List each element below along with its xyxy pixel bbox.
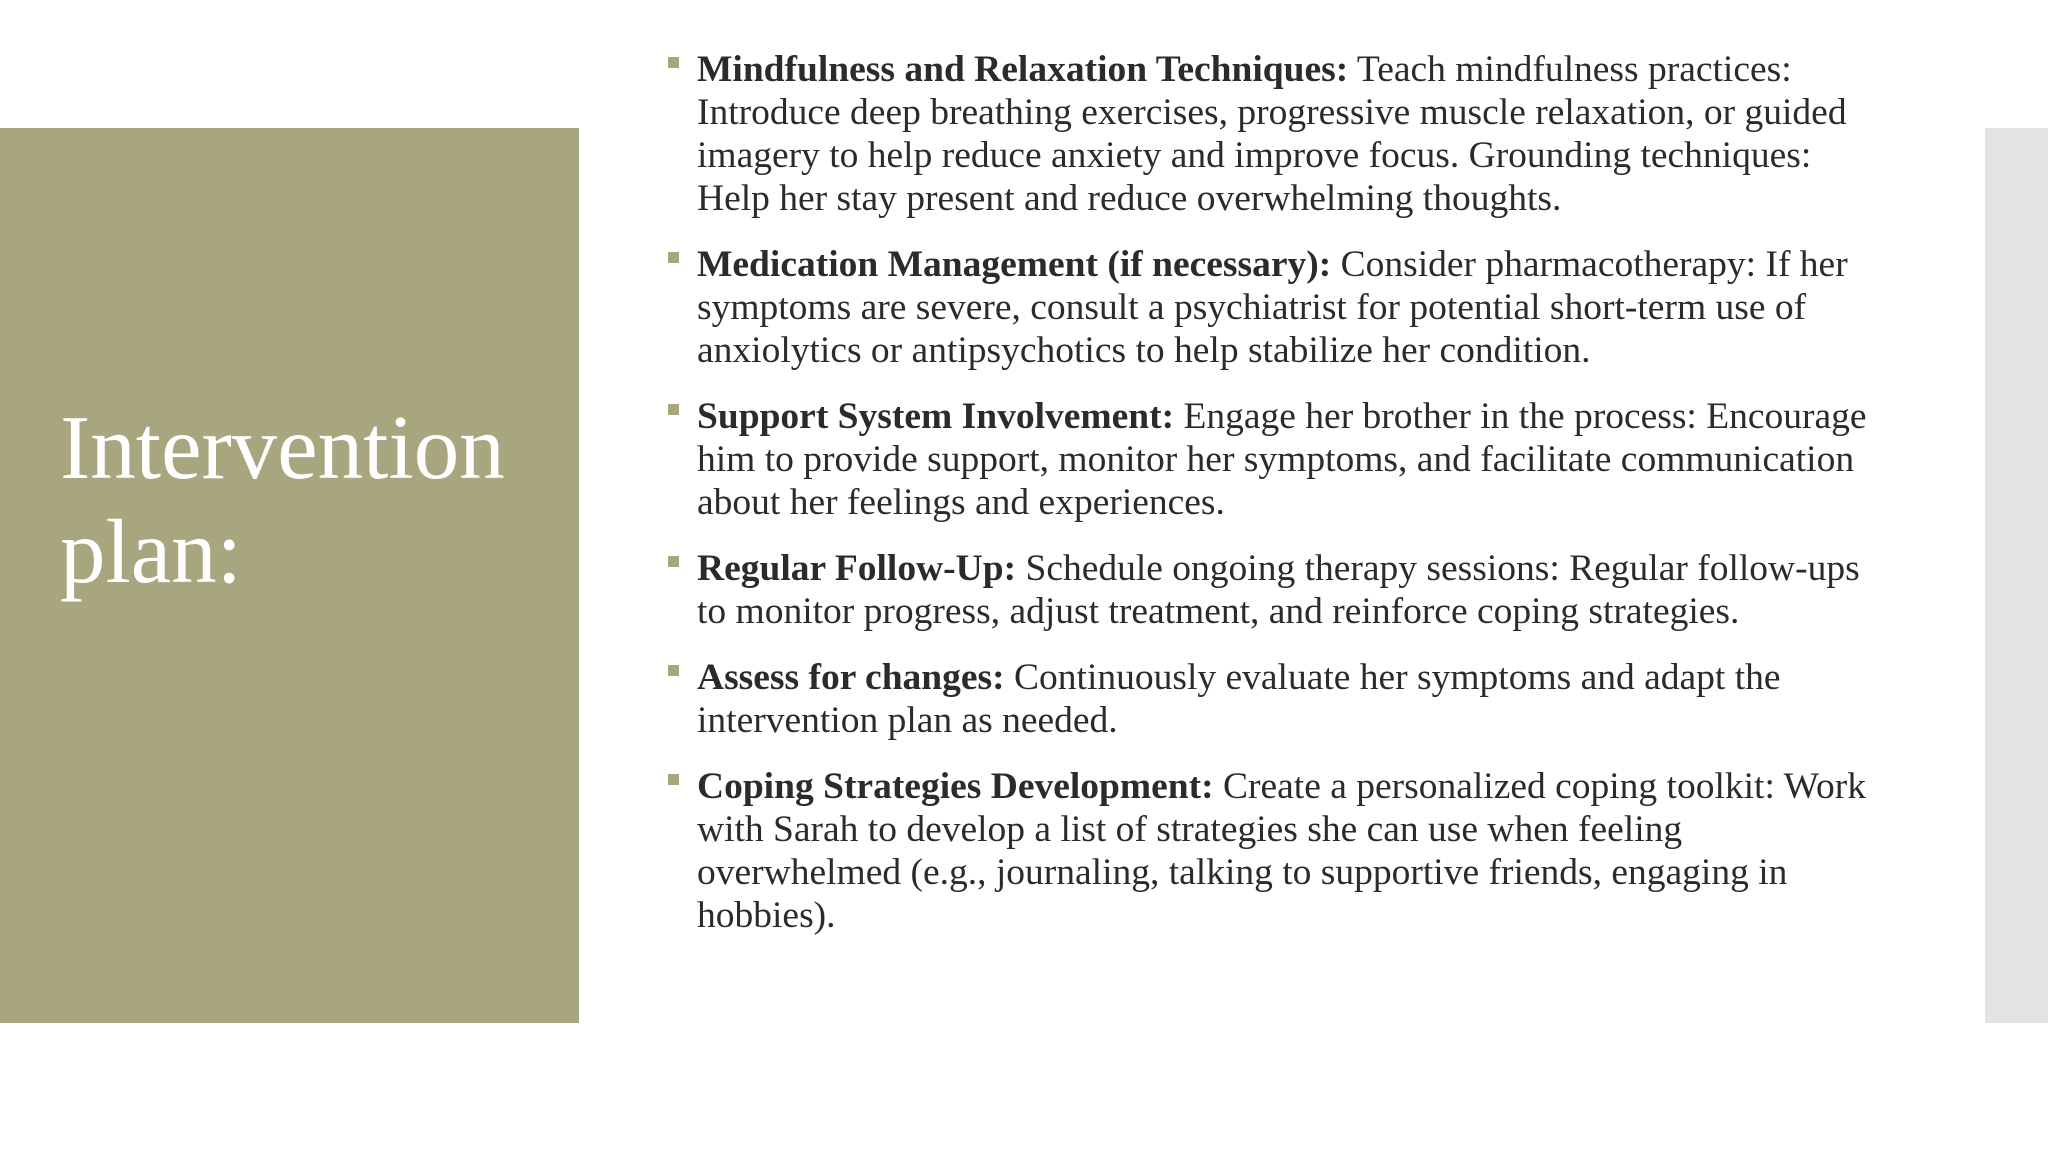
square-bullet-icon (668, 57, 679, 68)
bullet-text: Create a personalized coping toolkit: Work with Sarah to develop a list of strategies she can use when feeling overwhelmed (e.g., journaling, talking to supportive friends, engaging in hobbies). (697, 766, 1866, 936)
bullet-text: Teach mindfulness practices: Introduce deep breathing exercises, progressive muscle relaxation, or guided imagery to help reduce anxiety and improve focus. Grounding techniques: Help her stay present and reduce overwhelming thoughts. (697, 49, 1847, 219)
list-item (668, 765, 1883, 937)
bullet-heading: Regular Follow-Up: (697, 548, 1017, 589)
bullet-heading: Assess for changes: (697, 657, 1005, 698)
square-bullet-icon (668, 252, 679, 263)
list-item (668, 48, 1883, 220)
bullet-heading: Mindfulness and Relaxation Techniques: (697, 49, 1349, 90)
bullet-heading: Coping Strategies Development: (697, 766, 1214, 807)
square-bullet-icon (668, 774, 679, 785)
bullet-text: Schedule ongoing therapy sessions: Regular follow-ups to monitor progress, adjust treatment, and reinforce coping strategies. (697, 548, 1860, 632)
slide-title: Intervention plan: (60, 397, 505, 602)
list-item (668, 656, 1883, 742)
bullet-heading: Medication Management (if necessary): (697, 244, 1332, 285)
square-bullet-icon (668, 404, 679, 415)
bullet-list (668, 48, 1883, 960)
bullet-text: Engage her brother in the process: Encourage him to provide support, monitor her symptoms, and facilitate communication about her feelings and experiences. (697, 396, 1867, 523)
list-item (668, 243, 1883, 372)
right-decorative-strip (1985, 128, 2048, 1023)
bullet-text: Continuously evaluate her symptoms and adapt the intervention plan as needed. (697, 657, 1781, 741)
list-item (668, 395, 1883, 524)
square-bullet-icon (668, 556, 679, 567)
square-bullet-icon (668, 665, 679, 676)
title-panel (0, 128, 579, 1023)
list-item (668, 547, 1883, 633)
bullet-text: Consider pharmacotherapy: If her symptoms are severe, consult a psychiatrist for potential short-term use of anxiolytics or antipsychotics to help stabilize her condition. (697, 244, 1848, 371)
bullet-heading: Support System Involvement: (697, 396, 1175, 437)
